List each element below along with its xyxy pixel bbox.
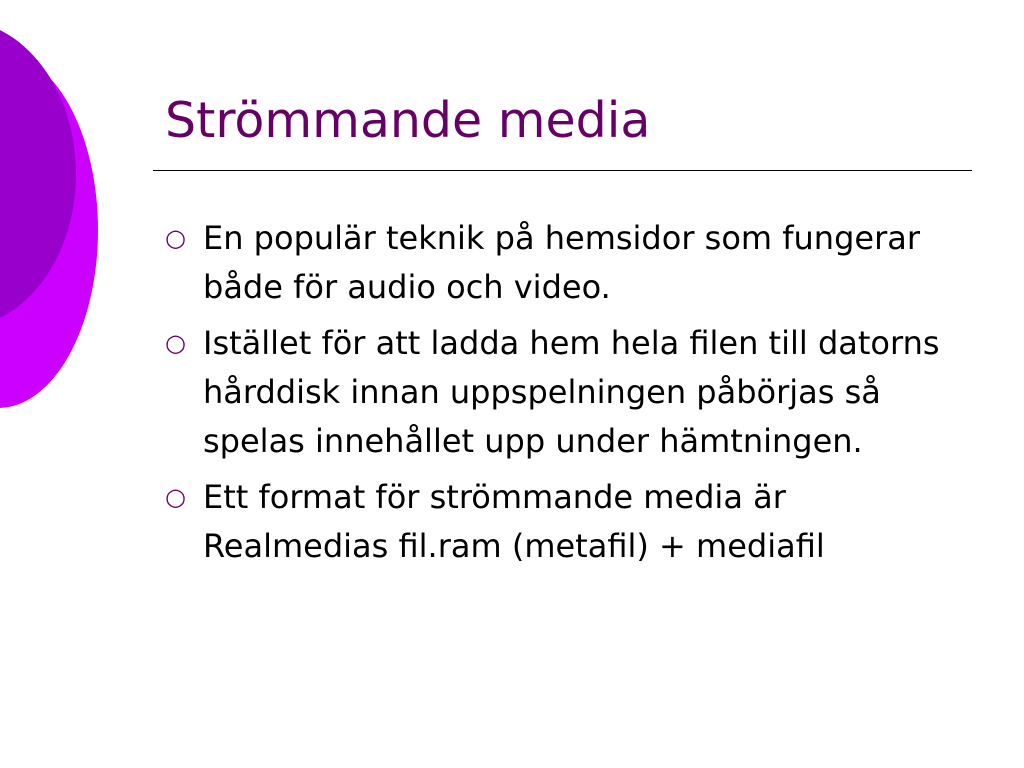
bullet-list	[163, 214, 963, 578]
slide-title: Strömmande media	[165, 92, 651, 149]
bullet-text: En populär teknik på hemsidor som fungerar både för audio och video.	[203, 219, 920, 306]
bullet-text: Istället för att ladda hem hela filen till datorns hårddisk innan uppspelningen påbörjas så spelas innehållet upp under hämtningen.	[203, 324, 940, 460]
title-divider	[153, 170, 972, 171]
bullet-text: Ett format för strömmande media är Realmedias fil.ram (metafil) + mediafil	[203, 478, 825, 565]
circle-bullet-icon: ○	[165, 483, 186, 511]
bullet-item	[163, 319, 963, 466]
bullet-item	[163, 214, 963, 312]
circle-bullet-icon: ○	[165, 224, 186, 252]
bullet-item	[163, 473, 963, 571]
circle-bullet-icon: ○	[165, 329, 186, 357]
